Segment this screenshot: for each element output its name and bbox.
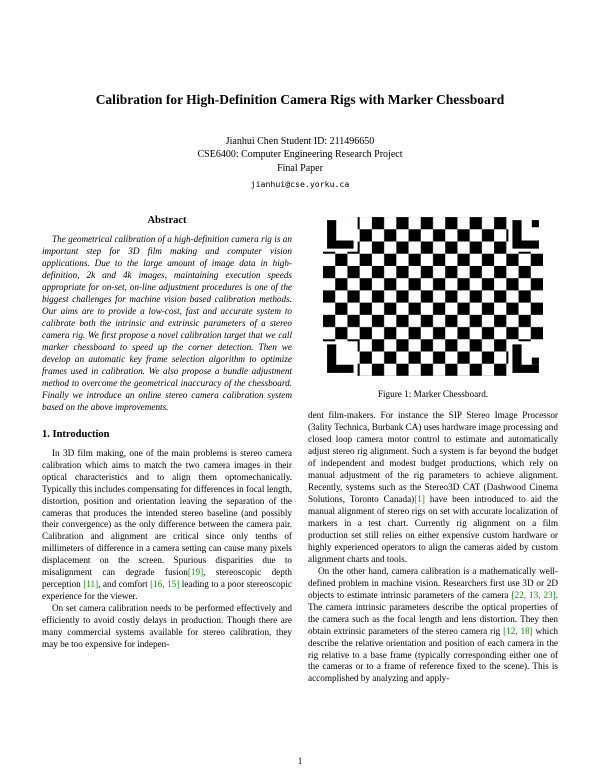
citation-link[interactable]: [16, 15] xyxy=(150,579,180,590)
two-column-body xyxy=(42,215,558,685)
citation-link[interactable]: [1] xyxy=(414,494,425,505)
intro-paragraph-2: On set camera calibration needs to be performed effectively and efficiently to avoid costly delays in production. Though there are many commercial systems available for stereo calibration, they may be too expensive for indepen- xyxy=(42,603,292,649)
course-line: CSE6400: Computer Engineering Research Project xyxy=(197,149,403,161)
introduction-heading: 1. Introduction xyxy=(42,428,110,440)
citation-link[interactable]: [19] xyxy=(187,567,204,578)
l-marker-bottom-right-dot-icon xyxy=(532,358,539,365)
abstract-text: The geometrical calibration of a high-definition camera rig is an important step for 3D film making and computer vision applications. Due to the large amount of image data in high-definition, 2k and 4k images, maintaining execution speeds appropriate for on-set, on-line adjustment procedures is one of the biggest challenges for machine vision based calibration methods. Our aims are to provide a low-cost, fast and accurate system to calibrate both the intrinsic and extrinsic parameters of a stereo camera rig. We first propose a novel calibration target that we call marker chessboard to speed up the corner detection. Then we develop an automatic key frame selection algorithm to optimize frames used in calibration. We also propose a bundle adjustment method to overcome the geometrical inaccuracy of the chessboard. Finally we introduce an online stereo camera calibration system based on the above improvements. xyxy=(42,234,292,412)
citation-link[interactable]: [12, 18] xyxy=(503,625,533,636)
right-paragraph-2: On the other hand, camera calibration is a mathematically well-defined problem in machine vision. Researchers first use 3D or 2D objects to estimate intrinsic parameters of the camera [22, 13, 23]. The camera intrinsic parameters describe the optical properties of the camera such as the focal length and lens distortion. They then obtain extrinsic parameters of the stereo camera rig [12, 18] which describe the relative orientation and position of each camera in the rig relative to a base frame (typically corresponding either one of the cameras or to a frame of reference fixed to the scene). This is accomplished by analyzing and apply- xyxy=(308,565,559,684)
author-email[interactable]: jianhui@cse.yorku.ca xyxy=(250,179,350,190)
figure-1 xyxy=(308,217,558,399)
marker-chessboard-image xyxy=(323,217,543,376)
right-paragraph-1: dent film-makers. For instance the SIP Stereo Image Processor (3ality Technica, Burbank CA) uses hardware image processing and closed loop camera motor control to estimate and automatically adjust stereo rig alignment. Such a system is far beyond the budget of independent and modest budget productions, which rely on manual adjustment of the rig parameters to achieve alignment. Recently, systems such as the Stereo3D CAT (Dashwood Cinema Solutions, Toronto Canada)[1] have been introduced to aid the manual alignment of stereo rigs on set with accurate localization of markers in a test chart. Currently rig alignment on a film production set still relies on either expensive custom hardware or highly experienced operators to align the cameras aided by custom alignment charts and tools. xyxy=(308,410,558,564)
paper-title: Calibration for High-Definition Camera Rigs with Marker Chessboard xyxy=(95,92,505,107)
paper-type-line: Final Paper xyxy=(277,162,323,174)
abstract-heading: Abstract xyxy=(147,215,187,227)
l-marker-top-right-dot-icon xyxy=(532,221,539,228)
page-number: 1 xyxy=(297,756,303,766)
author-name-line: Jianhui Chen Student ID: 211496650 xyxy=(225,135,375,147)
right-column xyxy=(308,215,558,685)
left-column xyxy=(42,215,292,685)
intro-paragraph-1: In 3D film making, one of the main problems is stereo camera calibration which aims to match the two camera images in their optical characteristics and to align them optomechanically. Typically this includes compensating for differences in focal length, distortion, position and orientation leaving the separation of the cameras that produces the intended stereo baseline (and possibly their convergence) as the only difference between the camera pair. Calibration and alignment are critical since only tenths of millimeters of difference in a camera setting can cause many pixels displacement on the screen. Spurious disparities due to misalignment can degrade fusion[19], stereoscopic depth perception [11], and comfort [16, 15] leading to a poor stereoscopic experience for the viewer. xyxy=(42,447,292,602)
citation-link[interactable]: [11] xyxy=(83,579,99,590)
author-block xyxy=(42,135,558,191)
citation-link[interactable]: [22, 13, 23] xyxy=(511,589,556,600)
figure-caption: Figure 1: Marker Chessboard. xyxy=(377,389,489,400)
